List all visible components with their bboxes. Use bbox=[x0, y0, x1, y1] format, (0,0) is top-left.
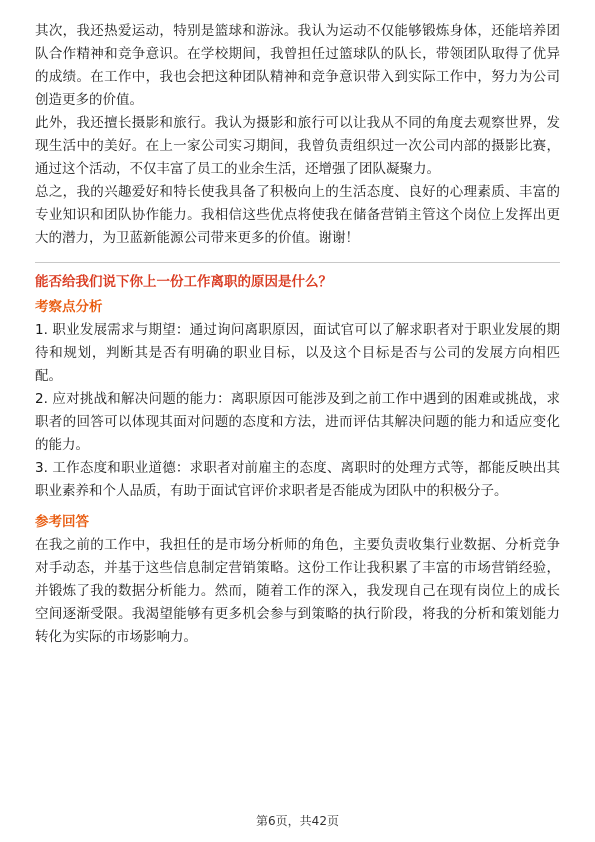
analysis-heading: 考察点分析 bbox=[35, 299, 103, 315]
reference-heading: 参考回答 bbox=[35, 514, 89, 530]
analysis-point-2: 2. 应对挑战和解决问题的能力：离职原因可能涉及到之前工作中遇到的困难或挑战，求职者的回答可以体现其面对问题的态度和方法，进而评估其解决问题的能力和适应变化的能力。 bbox=[35, 391, 560, 453]
interview-question: 能否给我们说下你上一份工作离职的原因是什么？ bbox=[35, 274, 332, 290]
analysis-point-3: 3. 工作态度和职业道德：求职者对前雇主的态度、离职时的处理方式等，都能反映出其职业素养和个人品质，有助于面试官评价求职者是否能成为团队中的积极分子。 bbox=[35, 460, 560, 499]
intro-paragraph-summary: 总之，我的兴趣爱好和特长使我具备了积极向上的生活态度、良好的心理素质、丰富的专业知识和团队协作能力。我相信这些优点将使我在储备营销主管这个岗位上发挥出更大的潜力，为卫蓝新能源公司带来更多的价值。谢谢！ bbox=[35, 184, 560, 246]
intro-paragraph-photography: 此外，我还擅长摄影和旅行。我认为摄影和旅行可以让我从不同的角度去观察世界，发现生活中的美好。在上一家公司实习期间，我曾负责组织过一次公司内部的摄影比赛，通过这个活动，不仅丰富了员工的业余生活，还增强了团队凝聚力。 bbox=[35, 115, 560, 177]
section-divider bbox=[35, 262, 560, 263]
reference-answer: 在我之前的工作中，我担任的是市场分析师的角色，主要负责收集行业数据、分析竞争对手动态，并基于这些信息制定营销策略。这份工作让我积累了丰富的市场营销经验，并锻炼了我的数据分析能力。然而，随着工作的深入，我发现自己在现有岗位上的成长空间逐渐受限。我渴望能够有更多机会参与到策略的执行阶段，将我的分析和策划能力转化为实际的市场影响力。 bbox=[35, 537, 560, 645]
intro-paragraph-sports: 其次，我还热爱运动，特别是篮球和游泳。我认为运动不仅能够锻炼身体，还能培养团队合作精神和竞争意识。在学校期间，我曾担任过篮球队的队长，带领团队取得了优异的成绩。在工作中，我也会把这种团队精神和竞争意识带入到实际工作中，努力为公司创造更多的价值。 bbox=[35, 23, 560, 108]
page-number: 第6页，共42页 bbox=[256, 814, 339, 828]
analysis-point-1: 1. 职业发展需求与期望：通过询问离职原因，面试官可以了解求职者对于职业发展的期待和规划，判断其是否有明确的职业目标，以及这个目标是否与公司的发展方向相匹配。 bbox=[35, 322, 560, 384]
document-body bbox=[35, 20, 560, 649]
